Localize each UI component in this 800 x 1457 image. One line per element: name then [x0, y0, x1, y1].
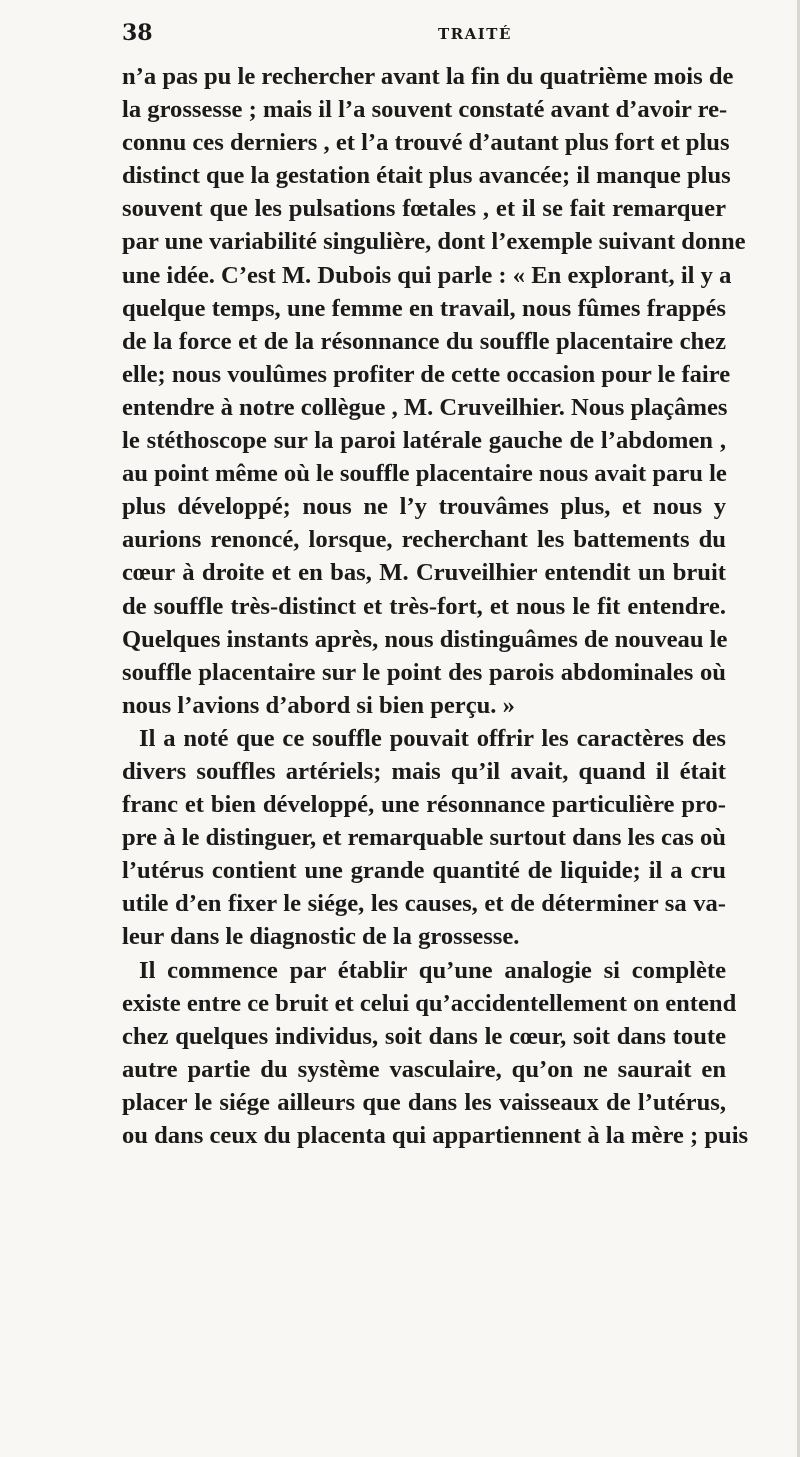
text-line: souffle placentaire sur le point des parois abdominales où [122, 658, 726, 686]
text-line: chez quelques individus, soit dans le cœur, soit dans toute [122, 1022, 726, 1050]
text-line: utile d’en fixer le siége, les causes, et de déterminer sa va- [122, 890, 726, 918]
text-line: par une variabilité singulière, dont l’exemple suivant donne [122, 228, 746, 256]
text-line: elle; nous voulûmes profiter de cette occasion pour le faire [122, 360, 731, 388]
text-line: de la force et de la résonnance du souffle placentaire chez [122, 327, 726, 355]
text-line: existe entre ce bruit et celui qu’accidentellement on entend [122, 989, 737, 1017]
text-line: nous l’avions d’abord si bien perçu. » [122, 691, 515, 719]
page-header [122, 20, 722, 56]
text-line: divers souffles artériels; mais qu’il avait, quand il était [122, 757, 726, 785]
text-line: souvent que les pulsations fœtales , et il se fait remarquer [122, 195, 726, 223]
text-line: pre à le distinguer, et remarquable surtout dans les cas où [122, 824, 726, 852]
text-line: une idée. C’est M. Dubois qui parle : « En explorant, il y a [122, 261, 732, 289]
text-line: quelque temps, une femme en travail, nous fûmes frappés [122, 294, 726, 322]
text-line: autre partie du système vasculaire, qu’on ne saurait en [122, 1055, 726, 1083]
running-head: TRAITÉ [438, 25, 512, 43]
page-number: 38 [122, 20, 153, 46]
text-line: Il commence par établir qu’une analogie si complète [139, 956, 726, 984]
text-line: Il a noté que ce souffle pouvait offrir les caractères des [139, 724, 726, 752]
text-line: au point même où le souffle placentaire nous avait paru le [122, 460, 727, 488]
text-line: le stéthoscope sur la paroi latérale gauche de l’abdomen , [122, 427, 726, 455]
text-line: Quelques instants après, nous distinguâmes de nouveau le [122, 625, 728, 653]
text-line: franc et bien développé, une résonnance particulière pro- [122, 791, 726, 819]
text-line: leur dans le diagnostic de la grossesse. [122, 923, 520, 951]
text-line: entendre à notre collègue , M. Cruveilhier. Nous plaçâmes [122, 393, 728, 421]
text-line: la grossesse ; mais il l’a souvent constaté avant d’avoir re- [122, 96, 728, 124]
text-line: aurions renoncé, lorsque, recherchant les battements du [122, 526, 726, 554]
text-line: de souffle très-distinct et très-fort, et nous le fit entendre. [122, 592, 726, 620]
text-line: cœur à droite et en bas, M. Cruveilhier entendit un bruit [122, 559, 726, 587]
text-line: placer le siége ailleurs que dans les vaisseaux de l’utérus, [122, 1088, 726, 1116]
text-line: l’utérus contient une grande quantité de liquide; il a cru [122, 857, 726, 885]
text-line: connu ces derniers , et l’a trouvé d’autant plus fort et plus [122, 129, 730, 157]
text-line: distinct que la gestation était plus avancée; il manque plus [122, 162, 731, 190]
text-line: plus développé; nous ne l’y trouvâmes plus, et nous y [122, 493, 726, 521]
text-line: ou dans ceux du placenta qui appartiennent à la mère ; puis [122, 1122, 749, 1149]
body-text [122, 60, 749, 1152]
text-line: n’a pas pu le rechercher avant la fin du quatrième mois de [122, 63, 734, 90]
